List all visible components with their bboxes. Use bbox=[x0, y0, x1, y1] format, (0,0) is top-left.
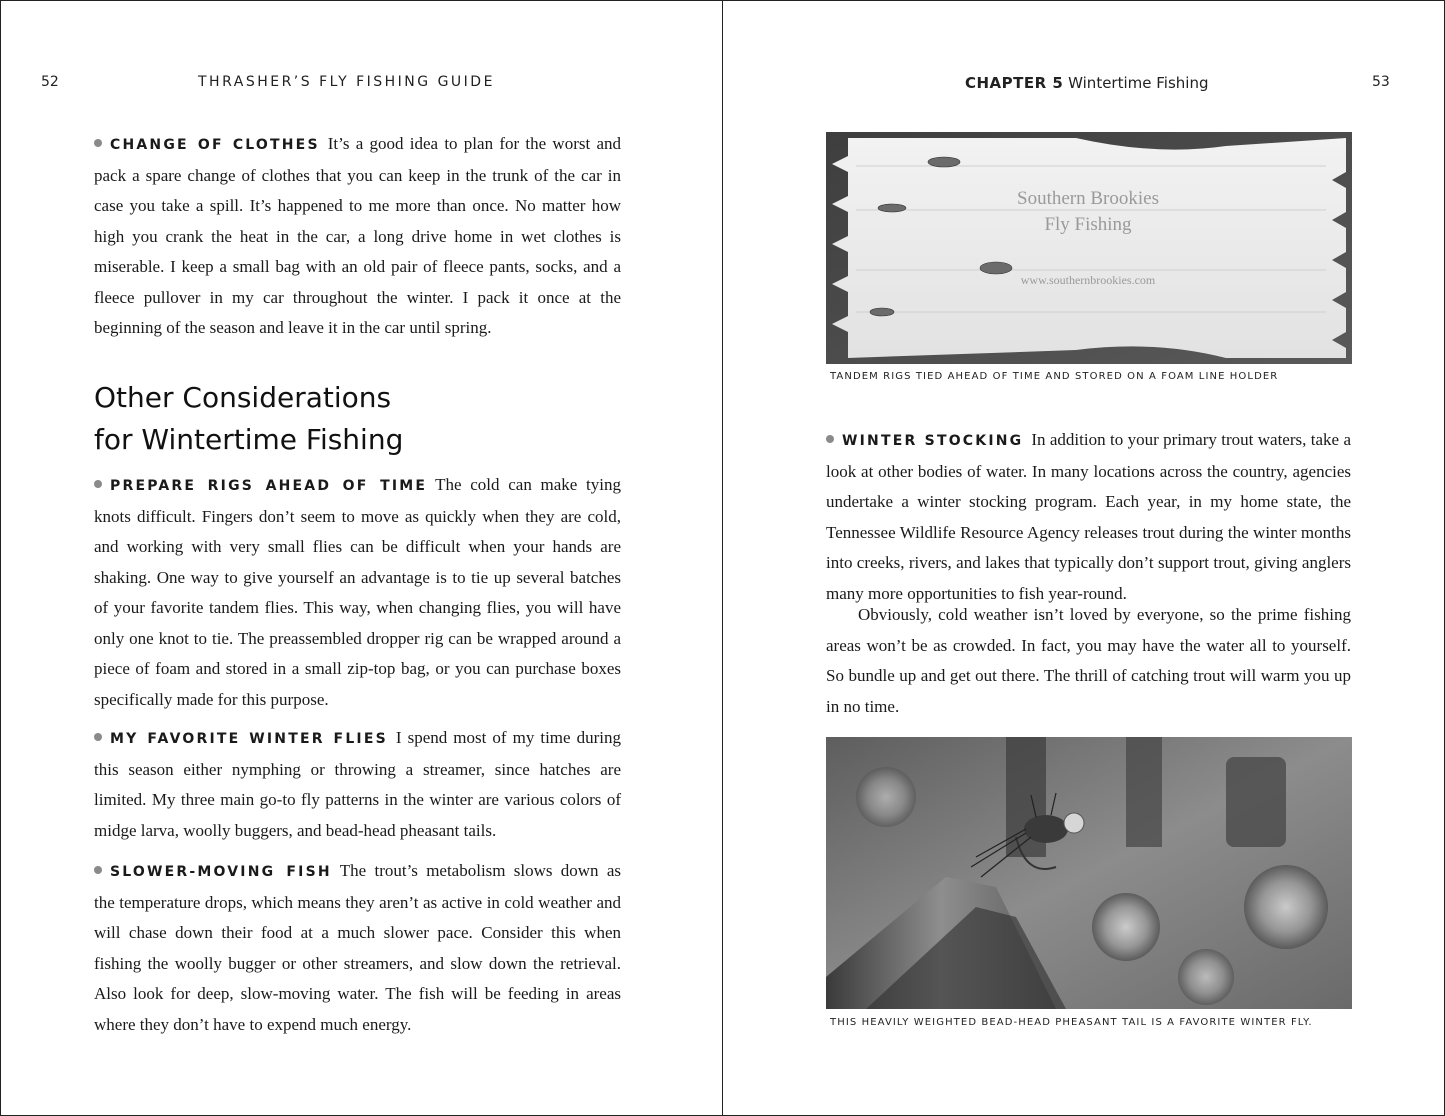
section-prepare-rigs bbox=[94, 470, 621, 715]
running-head-chapter bbox=[965, 74, 1208, 92]
bullet-icon bbox=[94, 866, 102, 874]
fly-in-vise-illustration bbox=[826, 737, 1352, 1009]
section-winter-stocking bbox=[826, 425, 1351, 609]
section-text: It’s a good idea to plan for the worst and pack a spare change of clothes that you can keep in the trunk of the car in case you take a spill. It’s happened to me more than once. No matter how high you crank the heat in the car, a long drive home in wet clothes is miserable. I keep a small bag with an old pair of fleece pants, socks, and a fleece pullover in my car throughout the winter. I pack it once at the beginning of the season and leave it in the car until spring. bbox=[94, 134, 621, 337]
photo2-caption: THIS HEAVILY WEIGHTED BEAD-HEAD PHEASANT TAIL IS A FAVORITE WINTER FLY. bbox=[830, 1017, 1313, 1028]
bullet-icon bbox=[94, 480, 102, 488]
holder-brand-line2: Fly Fishing bbox=[1044, 214, 1132, 235]
right-page bbox=[723, 1, 1444, 1115]
photo-pheasant-tail-fly bbox=[826, 737, 1352, 1009]
section-lead: CHANGE OF CLOTHES bbox=[110, 137, 320, 153]
section-heading bbox=[94, 377, 621, 461]
bullet-icon bbox=[94, 733, 102, 741]
holder-brand-line1: Southern Brookies bbox=[1017, 188, 1159, 209]
bullet-icon bbox=[94, 139, 102, 147]
section-text: The cold can make tying knots difficult. Fingers don’t seem to move as quickly when they are cold, and working with very small flies can be difficult when your hands are shaking. One way to give yourself an advantage is to tie up several batches of your favorite tandem flies. This way, when changing flies, you will have only one knot to tie. The preassembled dropper rig can be wrapped around a piece of foam and stored in a small zip-top bag, or you can purchase boxes specifically made for this purpose. bbox=[94, 475, 621, 709]
section-text: The trout’s metabolism slows down as the temperature drops, which means they aren’t as active in cold weather and will chase down their food at a much slower pace. Consider this when fishing the woolly bugger or other streamers, and slow down the retrieval. Also look for deep, slow-moving water. The fish will be feeding in areas where they don’t have to expend much energy. bbox=[94, 861, 621, 1034]
running-head-book-title: THRASHER’S FLY FISHING GUIDE bbox=[198, 74, 495, 90]
section-favorite-winter-flies bbox=[94, 723, 621, 846]
photo-foam-line-holder bbox=[826, 132, 1352, 364]
chapter-title: Wintertime Fishing bbox=[1068, 74, 1209, 92]
section-lead: PREPARE RIGS AHEAD OF TIME bbox=[110, 478, 428, 494]
section-text: I spend most of my time during this season either nymphing or throwing a streamer, since hatches are limited. My three main go-to fly patterns in the winter are various colors of midge larva, woolly buggers, and bead-head pheasant tails. bbox=[94, 728, 622, 840]
heading-line-2: for Wintertime Fishing bbox=[94, 423, 404, 456]
chapter-label: CHAPTER 5 bbox=[965, 74, 1064, 92]
photo1-caption: TANDEM RIGS TIED AHEAD OF TIME AND STORED ON A FOAM LINE HOLDER bbox=[830, 371, 1279, 382]
closing-paragraph: Obviously, cold weather isn’t loved by everyone, so the prime fishing areas won’t be as crowded. In fact, you may have the water all to yourself. So bundle up and get out there. The thrill of catching trout will warm you up in no time. bbox=[826, 605, 1351, 716]
section-lead: WINTER STOCKING bbox=[842, 433, 1024, 449]
page-number-right: 53 bbox=[1372, 74, 1390, 90]
section-lead: SLOWER-MOVING FISH bbox=[110, 864, 332, 880]
bullet-icon bbox=[826, 435, 834, 443]
holder-url: www.southernbrookies.com bbox=[1020, 273, 1156, 287]
left-page bbox=[1, 1, 722, 1115]
page-number-left: 52 bbox=[41, 74, 59, 90]
section-slower-moving-fish bbox=[94, 856, 621, 1040]
section-change-of-clothes bbox=[94, 129, 621, 344]
heading-line-1: Other Considerations bbox=[94, 381, 392, 414]
section-lead: MY FAVORITE WINTER FLIES bbox=[110, 731, 388, 747]
foam-holder-illustration bbox=[826, 132, 1352, 364]
section-text: In addition to your primary trout waters, take a look at other bodies of water. In many locations across the country, agencies undertake a winter stocking program. Each year, in my home state, the Tennessee Wildlife Resource Agency releases trout during the winter months into creeks, rivers, and lakes that typically don’t support trout, giving anglers many more opportunities to fish year-round. bbox=[826, 430, 1351, 603]
